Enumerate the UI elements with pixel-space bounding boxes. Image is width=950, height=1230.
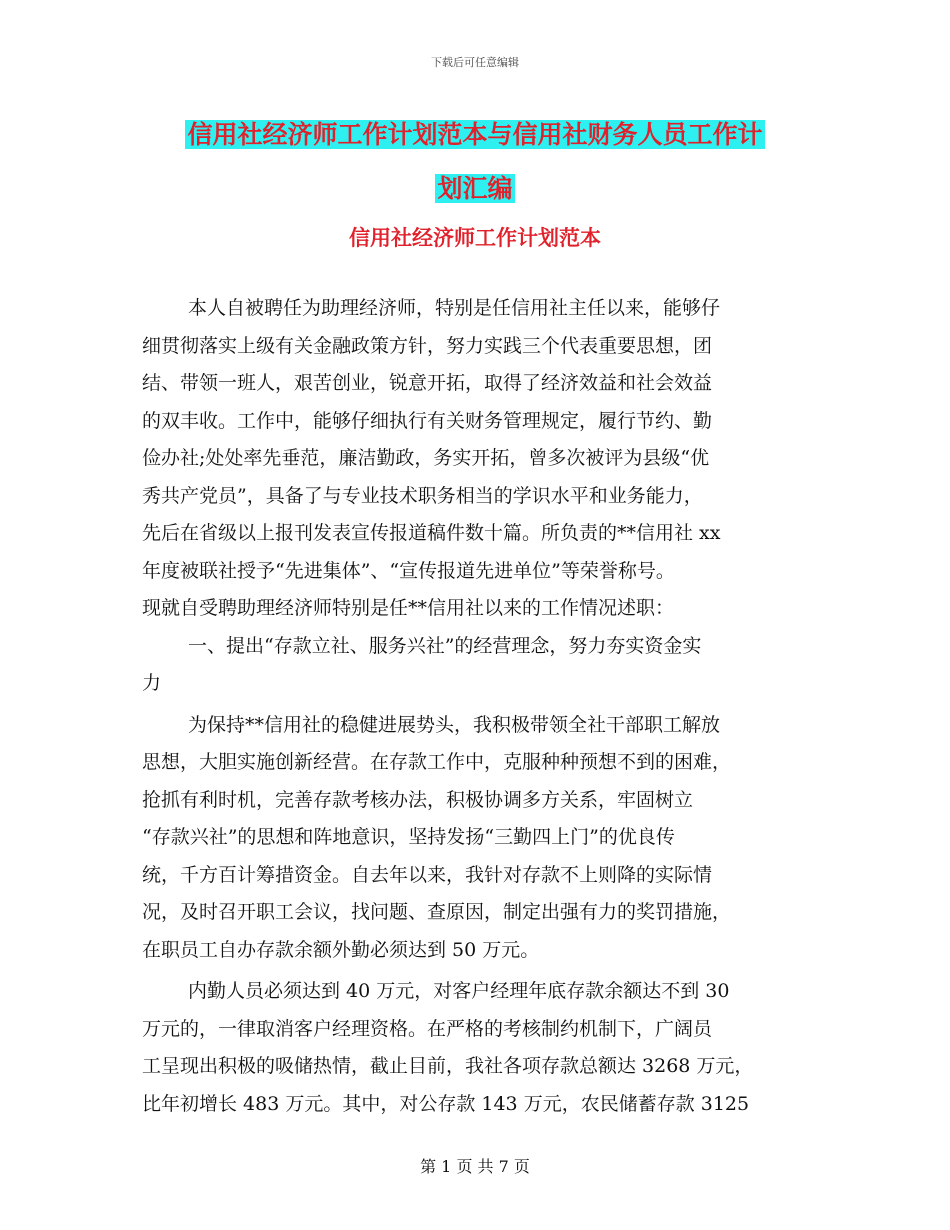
body-line: 一、提出“存款立社、服务兴社”的经营理念，努力夯实资金实 (188, 634, 702, 657)
body-line: 力 (142, 672, 162, 694)
header-note: 下载后可任意编辑 (431, 56, 519, 69)
body-line: 的双丰收。工作中，能够仔细执行有关财务管理规定，履行节约、勤 (142, 409, 713, 432)
body-line: 结、带领一班人，艰苦创业，锐意开拓，取得了经济效益和社会效益 (142, 372, 713, 394)
body-line: 为保持**信用社的稳健进展势头，我积极带领全社干部职工解放 (188, 713, 721, 736)
document-body (142, 290, 808, 1123)
body-line: “存款兴社”的思想和阵地意识，坚持发扬“三勤四上门”的优良传 (142, 826, 675, 848)
body-line: 抢抓有利时机，完善存款考核办法，积极协调多方关系，牢固树立 (142, 788, 694, 811)
body-line: 细贯彻落实上级有关金融政策方针，努力实践三个代表重要思想，团 (142, 334, 713, 357)
body-line: 本人自被聘任为助理经济师，特别是任信用社主任以来，能够仔 (188, 297, 721, 319)
body-line: 思想，大胆实施创新经营。在存款工作中，克服种种预想不到的困难， (142, 751, 732, 773)
page-footer: 第 1 页 共 7 页 (420, 1157, 530, 1176)
body-line: 比年初增长 483 万元。其中，对公存款 143 万元，农民储蓄存款 3125 (142, 1092, 750, 1115)
body-line: 况，及时召开职工会议，找问题、查原因，制定出强有力的奖罚措施， (142, 901, 732, 923)
section-title: 信用社经济师工作计划范本 (349, 226, 601, 250)
body-line: 现就自受聘助理经济师特别是任**信用社以来的工作情况述职： (142, 597, 675, 619)
body-line: 万元的，一律取消客户经理资格。在严格的考核制约机制下，广阔员 (142, 1017, 713, 1040)
body-line: 秀共产党员”，具备了与专业技术职务相当的学识水平和业务能力， (142, 484, 703, 507)
body-line: 年度被联社授予“先进集体”、“宣传报道先进单位”等荣誉称号。 (142, 559, 675, 582)
body-line: 统，千方百计筹措资金。自去年以来，我针对存款不上则降的实际情 (142, 863, 713, 886)
document-title-line-1: 信用社经济师工作计划范本与信用社财务人员工作计 (187, 120, 763, 149)
body-line: 俭办社;处处率先垂范，廉洁勤政，务实开拓，曾多次被评为县级“优 (142, 447, 710, 469)
body-line: 内勤人员必须达到 40 万元，对客户经理年底存款余额达不到 30 (188, 980, 730, 1002)
body-line: 在职员工自办存款余额外勤必须达到 50 万元。 (142, 938, 540, 961)
document-title (130, 108, 820, 216)
body-line: 先后在省级以上报刊发表宣传报道稿件数十篇。所负责的**信用社 xx (142, 522, 721, 544)
document-title-line-2: 划汇编 (437, 174, 513, 203)
body-line: 工呈现出积极的吸储热情，截止目前，我社各项存款总额达 3268 万元， (142, 1055, 754, 1077)
